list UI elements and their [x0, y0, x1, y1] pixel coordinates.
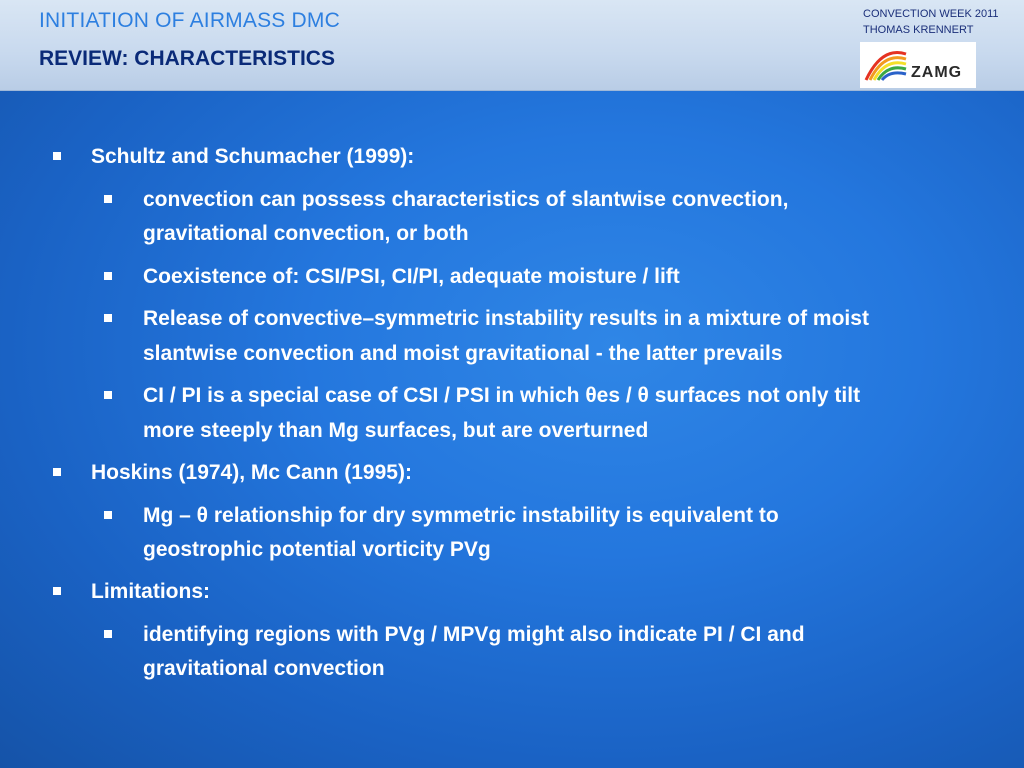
bullet-text: Mg – θ relationship for dry symmetric instability is equivalent to: [143, 504, 779, 527]
bullet-marker: [53, 587, 61, 595]
bullet-text: Hoskins (1974), Mc Cann (1995):: [91, 461, 412, 484]
bullet-text: Limitations:: [91, 580, 210, 603]
bullet-marker: [104, 272, 112, 280]
bullet-text: gravitational convection, or both: [143, 222, 469, 245]
bullet-marker: [104, 630, 112, 638]
bullet-text: gravitational convection: [143, 657, 385, 680]
bullet-text: more steeply than Mg surfaces, but are overturned: [143, 419, 649, 442]
bullet-text: slantwise convection and moist gravitational - the latter prevails: [143, 342, 783, 365]
bullet-text: Schultz and Schumacher (1999):: [91, 145, 415, 168]
bullet-text: Coexistence of: CSI/PSI, CI/PI, adequate moisture / lift: [143, 265, 680, 288]
bullet-text: Release of convective–symmetric instability results in a mixture of moist: [143, 307, 869, 330]
bullet-marker: [104, 391, 112, 399]
bullet-text: identifying regions with PVg / MPVg might also indicate PI / CI and: [143, 623, 805, 646]
bullet-text: convection can possess characteristics of slantwise convection,: [143, 188, 789, 211]
bullet-marker: [104, 314, 112, 322]
credit-author: THOMAS KRENNERT: [863, 24, 974, 36]
bullet-marker: [53, 468, 61, 476]
slide-subtitle: REVIEW: CHARACTERISTICS: [39, 47, 335, 70]
bullet-text: CI / PI is a special case of CSI / PSI in which θes / θ surfaces not only tilt: [143, 384, 861, 407]
bullet-marker: [104, 511, 112, 519]
slide-title: INITIATION OF AIRMASS DMC: [39, 9, 340, 32]
logo-text: ZAMG: [911, 64, 963, 81]
bullet-marker: [53, 152, 61, 160]
bullet-marker: [104, 195, 112, 203]
credit-event: CONVECTION WEEK 2011: [863, 8, 999, 20]
bullet-text: geostrophic potential vorticity PVg: [143, 538, 491, 561]
